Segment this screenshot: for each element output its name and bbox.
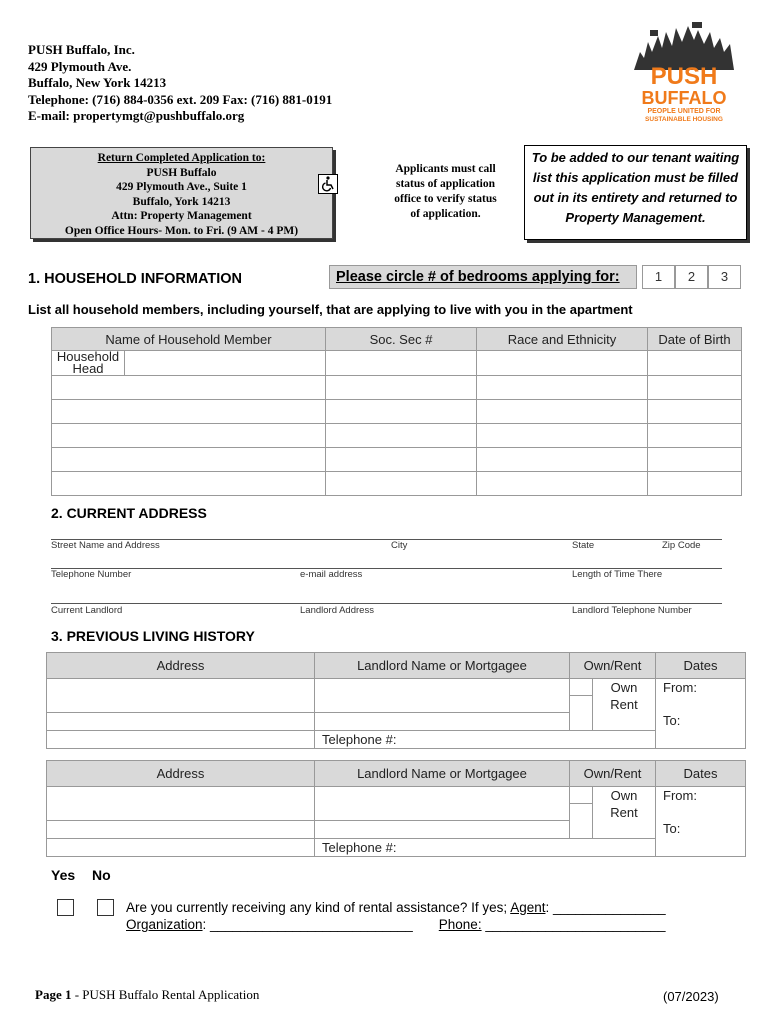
history-address-cell[interactable] (47, 731, 315, 749)
logo-tag2: SUSTAINABLE HOUSING (645, 116, 723, 123)
logo-push-text: PUSH (650, 63, 718, 90)
household-head-label-2: Head (72, 361, 104, 376)
org-name: PUSH Buffalo, Inc. (28, 42, 135, 57)
member-dob-cell[interactable] (648, 351, 742, 376)
page-title: - PUSH Buffalo Rental Application (71, 987, 260, 1002)
history-header-landlord: Landlord Name or Mortgagee (315, 653, 570, 679)
current-address-heading: 2. CURRENT ADDRESS (51, 505, 207, 521)
member-dob-cell[interactable] (648, 424, 742, 448)
return-line-3: Buffalo, York 14213 (132, 195, 231, 208)
member-dob-cell[interactable] (648, 448, 742, 472)
history-address-cell[interactable] (47, 839, 315, 857)
to-label: To: (663, 713, 681, 728)
history-landlord-cell[interactable] (315, 679, 570, 713)
label-zip: Zip Code (662, 540, 701, 551)
logo-graphic (632, 22, 736, 126)
table-row[interactable] (52, 351, 742, 376)
member-dob-cell[interactable] (648, 472, 742, 496)
bedroom-prompt: Please circle # of bedrooms applying for: (329, 265, 637, 289)
member-name-cell[interactable] (52, 472, 326, 496)
org-email: E-mail: propertymgt@pushbuffalo.org (28, 108, 245, 123)
member-dob-cell[interactable] (648, 376, 742, 400)
household-head-label-1: Household (56, 349, 120, 364)
history-header-dates: Dates (656, 761, 746, 787)
phone-label: Phone: (438, 917, 482, 932)
previous-residence-table-1 (46, 652, 746, 749)
label-state: State (572, 540, 595, 551)
label-length-of-time: Length of Time There (572, 569, 663, 580)
member-race-cell[interactable] (477, 351, 648, 376)
own-rent-check-column[interactable] (570, 679, 593, 731)
bedroom-option-1[interactable]: 1 (642, 265, 675, 289)
previous-history-heading: 3. PREVIOUS LIVING HISTORY (51, 628, 255, 644)
telephone-label: Telephone #: (322, 732, 397, 747)
form-date: (07/2023) (663, 989, 719, 1004)
waiting-note-line-2: list this application must be filled (532, 170, 739, 185)
label-email: e-mail address (300, 569, 363, 580)
wheelchair-icon (318, 174, 338, 194)
history-telephone-cell[interactable] (315, 839, 656, 857)
organization-blank[interactable]: : ___________________________ (202, 917, 413, 932)
call-status-note (383, 162, 508, 222)
return-line-5: Open Office Hours- Mon. to Fri. (9 AM - 4 PM) (64, 224, 299, 237)
history-header-own-rent: Own/Rent (570, 761, 656, 787)
member-race-cell[interactable] (477, 400, 648, 424)
organization-address (28, 42, 332, 125)
household-members-table (51, 327, 742, 496)
own-rent-labels (593, 679, 656, 731)
bedroom-option-3[interactable]: 3 (708, 265, 741, 289)
yes-label: Yes (51, 867, 76, 883)
table-row[interactable] (52, 400, 742, 424)
history-dates-cell[interactable] (656, 787, 746, 857)
return-line-1: PUSH Buffalo (146, 166, 217, 179)
logo-buffalo-text: BUFFALO (641, 88, 727, 108)
page-footer (35, 987, 259, 1003)
member-ssn-cell[interactable] (326, 400, 477, 424)
table-row[interactable] (52, 424, 742, 448)
own-checkbox[interactable] (570, 787, 592, 804)
org-city: Buffalo, New York 14213 (28, 75, 167, 90)
member-race-cell[interactable] (477, 472, 648, 496)
history-telephone-cell[interactable] (315, 731, 656, 749)
organization-label: Organization (126, 917, 203, 932)
label-telephone: Telephone Number (51, 569, 132, 580)
label-street: Street Name and Address (51, 540, 160, 551)
assistance-yes-checkbox[interactable] (57, 899, 74, 916)
history-header-landlord: Landlord Name or Mortgagee (315, 761, 570, 787)
rent-label: Rent (610, 697, 638, 712)
household-head-label (52, 351, 125, 376)
member-race-cell[interactable] (477, 424, 648, 448)
own-label: Own (610, 680, 638, 695)
own-label: Own (610, 788, 638, 803)
history-header-address: Address (47, 761, 315, 787)
history-landlord-cell[interactable] (315, 821, 570, 839)
phone-blank[interactable]: ________________________ (481, 917, 666, 932)
history-landlord-cell[interactable] (315, 787, 570, 821)
call-note-line-3: office to verify status (394, 193, 497, 205)
assistance-no-checkbox[interactable] (97, 899, 114, 916)
agent-label: Agent (510, 900, 546, 915)
return-line-4: Attn: Property Management (111, 210, 252, 222)
table-row[interactable] (52, 472, 742, 496)
label-landlord-address: Landlord Address (300, 605, 374, 616)
label-city: City (391, 540, 408, 551)
member-race-cell[interactable] (477, 376, 648, 400)
bedroom-option-2[interactable]: 2 (675, 265, 708, 289)
call-note-line-2: status of application (395, 178, 496, 190)
call-note-line-4: of application. (410, 208, 481, 220)
member-name-cell[interactable] (52, 448, 326, 472)
member-dob-cell[interactable] (648, 400, 742, 424)
member-name-cell[interactable] (52, 424, 326, 448)
to-label: To: (663, 821, 681, 836)
history-header-own-rent: Own/Rent (570, 653, 656, 679)
assistance-question (126, 900, 666, 915)
landlord-line[interactable] (51, 603, 722, 604)
member-name-cell[interactable] (125, 351, 326, 376)
org-phone: Telephone: (716) 884-0356 ext. 209 Fax: (716) 881-0191 (28, 91, 333, 107)
history-header-address: Address (47, 653, 315, 679)
column-header-race: Race and Ethnicity (477, 328, 648, 351)
column-header-dob: Date of Birth (648, 328, 742, 351)
waiting-note-line-3: out in its entirety and returned to (533, 190, 738, 205)
household-heading: 1. HOUSEHOLD INFORMATION (28, 271, 243, 287)
agent-blank[interactable]: : _______________ (545, 900, 666, 915)
member-race-cell[interactable] (477, 448, 648, 472)
history-header-dates: Dates (656, 653, 746, 679)
column-header-ssn: Soc. Sec # (326, 328, 477, 351)
history-landlord-cell[interactable] (315, 713, 570, 731)
own-rent-labels (593, 787, 656, 839)
member-name-cell[interactable] (52, 376, 326, 400)
member-ssn-cell[interactable] (326, 448, 477, 472)
member-ssn-cell[interactable] (326, 472, 477, 496)
history-dates-cell[interactable] (656, 679, 746, 749)
rent-label: Rent (610, 805, 638, 820)
history-address-cell[interactable] (47, 787, 315, 821)
member-ssn-cell[interactable] (326, 424, 477, 448)
history-address-cell[interactable] (47, 713, 315, 731)
push-buffalo-logo (632, 22, 736, 126)
table-row[interactable] (52, 376, 742, 400)
page-number: Page 1 (35, 987, 72, 1002)
previous-residence-table-2 (46, 760, 746, 857)
label-landlord-telephone: Landlord Telephone Number (572, 605, 692, 616)
no-label: No (92, 867, 111, 883)
member-ssn-cell[interactable] (326, 351, 477, 376)
return-title: Return Completed Application to: (97, 152, 266, 164)
from-label: From: (663, 680, 697, 695)
waiting-list-note (524, 145, 747, 240)
member-name-cell[interactable] (52, 400, 326, 424)
call-note-line-1: Applicants must call (395, 163, 496, 175)
history-address-cell[interactable] (47, 821, 315, 839)
label-current-landlord: Current Landlord (51, 605, 123, 616)
assistance-question-text: Are you currently receiving any kind of rental assistance? If yes; (126, 900, 511, 915)
household-instruction: List all household members, including yourself, that are applying to live with you in the apartment (28, 302, 633, 317)
own-checkbox[interactable] (570, 679, 592, 696)
return-address-box (30, 147, 333, 239)
column-header-name: Name of Household Member (52, 328, 326, 351)
history-address-cell[interactable] (47, 679, 315, 713)
logo-tag1: PEOPLE UNITED FOR (647, 108, 721, 115)
waiting-note-line-1: To be added to our tenant waiting (531, 150, 740, 165)
own-rent-check-column[interactable] (570, 787, 593, 839)
telephone-label: Telephone #: (322, 840, 397, 855)
table-row[interactable] (52, 448, 742, 472)
assistance-details (126, 917, 666, 932)
return-line-2: 429 Plymouth Ave., Suite 1 (116, 181, 247, 193)
from-label: From: (663, 788, 697, 803)
waiting-note-line-4: Property Management. (565, 210, 706, 225)
org-street: 429 Plymouth Ave. (28, 58, 132, 74)
member-ssn-cell[interactable] (326, 376, 477, 400)
